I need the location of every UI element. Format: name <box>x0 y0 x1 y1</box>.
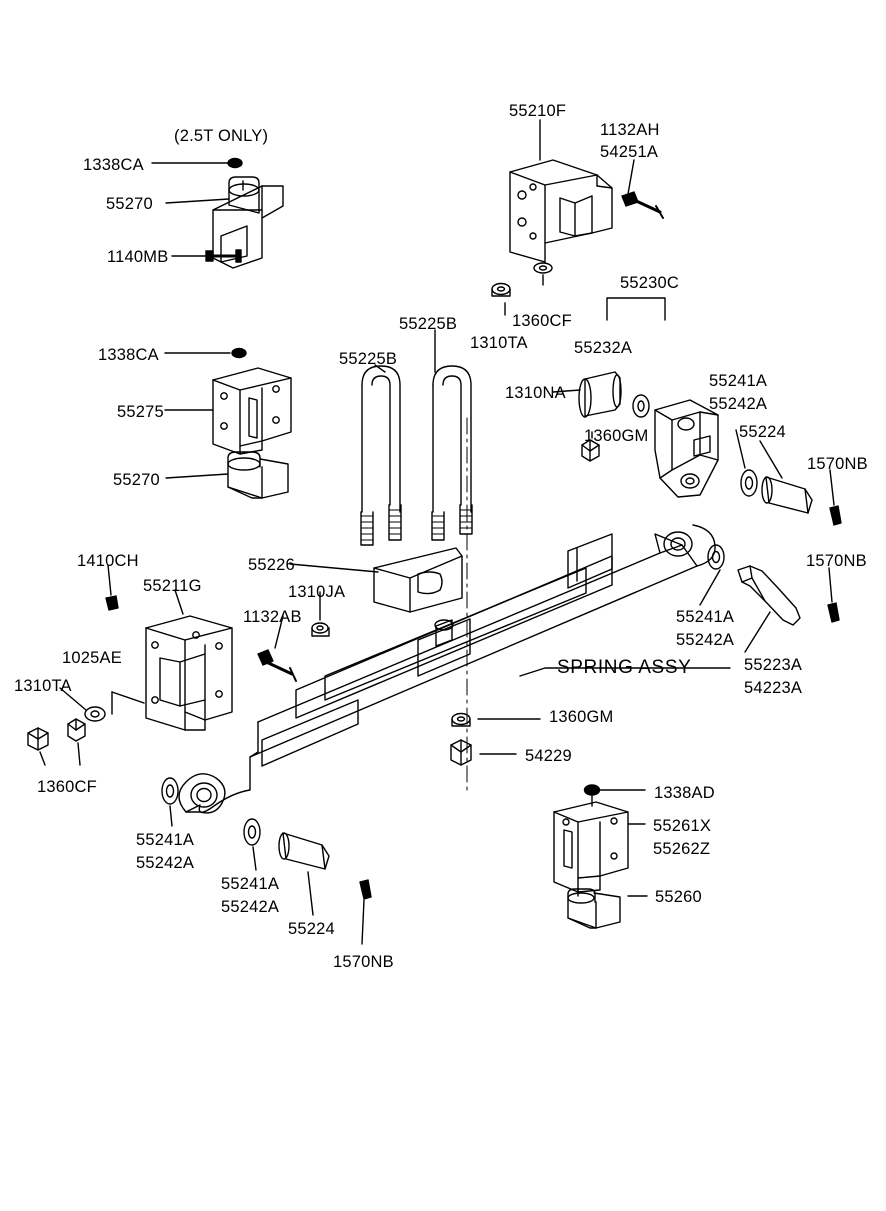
label-55242a-4: 55242A <box>221 898 280 916</box>
leader-55241a-3 <box>170 806 172 826</box>
label-1360cf-1: 1360CF <box>512 312 572 330</box>
label-note-25t: (2.5T ONLY) <box>174 127 269 145</box>
label-1310na: 1310NA <box>505 384 566 402</box>
label-1310ja: 1310JA <box>288 583 346 601</box>
label-1360cf-2: 1360CF <box>37 778 97 796</box>
label-55241a-1: 55241A <box>709 372 768 390</box>
leader-55270-2 <box>166 474 228 478</box>
washer-1338ca-1 <box>228 159 242 168</box>
label-1338ca-1: 1338CA <box>83 156 144 174</box>
label-55211g: 55211G <box>143 577 202 595</box>
leader-55224-2 <box>308 872 313 915</box>
leader-55270-1 <box>166 199 229 203</box>
label-1310ta-1: 1310TA <box>470 334 528 352</box>
label-55270-1: 55270 <box>106 195 153 213</box>
leader-1360cf-2a <box>40 752 45 765</box>
leader-1025ae <box>112 692 144 703</box>
label-55225b-1: 55225B <box>399 315 458 333</box>
leader-55223a <box>745 612 770 652</box>
label-55241a-2: 55241A <box>676 608 735 626</box>
label-55210f: 55210F <box>509 102 567 120</box>
label-1570nb-2: 1570NB <box>806 552 867 570</box>
label-55275: 55275 <box>117 403 164 421</box>
label-55242a-2: 55242A <box>676 631 735 649</box>
label-1570nb-3: 1570NB <box>333 953 394 971</box>
leader-1570nb-1 <box>830 470 834 505</box>
leader-55224-1 <box>760 441 782 478</box>
label-1338ca-2: 1338CA <box>98 346 159 364</box>
label-55242a-1: 55242A <box>709 395 768 413</box>
label-54229: 54229 <box>525 747 572 765</box>
label-1132ab: 1132AB <box>243 608 302 626</box>
leader-1570nb-3 <box>362 900 364 944</box>
label-55224-1: 55224 <box>739 423 786 441</box>
leader-55226 <box>290 564 378 572</box>
label-1140mb: 1140MB <box>107 248 169 266</box>
label-55270-2: 55270 <box>113 471 160 489</box>
label-1360gm-2: 1360GM <box>549 708 614 726</box>
label-55260: 55260 <box>655 888 702 906</box>
label-55261x: 55261X <box>653 817 712 835</box>
label-1570nb-1: 1570NB <box>807 455 868 473</box>
label-spring-assy: SPRING ASSY <box>557 657 692 678</box>
label-54251a: 54251A <box>600 143 659 161</box>
leader-1132ah <box>628 160 634 194</box>
label-55226: 55226 <box>248 556 295 574</box>
label-55241a-4: 55241A <box>221 875 280 893</box>
label-1025ae: 1025AE <box>62 649 122 667</box>
label-55242a-3: 55242A <box>136 854 195 872</box>
label-1410ch: 1410CH <box>77 552 139 570</box>
label-1310ta-2: 1310TA <box>14 677 72 695</box>
label-55230c: 55230C <box>620 274 679 292</box>
label-55224-2: 55224 <box>288 920 335 938</box>
leader-55230c <box>607 298 665 320</box>
label-55225b-2: 55225B <box>339 350 398 368</box>
label-55232a: 55232A <box>574 339 633 357</box>
label-1360gm-1: 1360GM <box>584 427 649 445</box>
leader-1360cf-2b <box>78 743 80 765</box>
leader-55241a-2 <box>700 570 720 605</box>
label-1132ah: 1132AH <box>600 121 660 139</box>
leader-55241a-4 <box>253 847 256 870</box>
label-1338ad: 1338AD <box>654 784 715 802</box>
label-55262z: 55262Z <box>653 840 711 858</box>
label-54223a: 54223A <box>744 679 803 697</box>
label-55223a: 55223A <box>744 656 803 674</box>
label-55241a-3: 55241A <box>136 831 195 849</box>
